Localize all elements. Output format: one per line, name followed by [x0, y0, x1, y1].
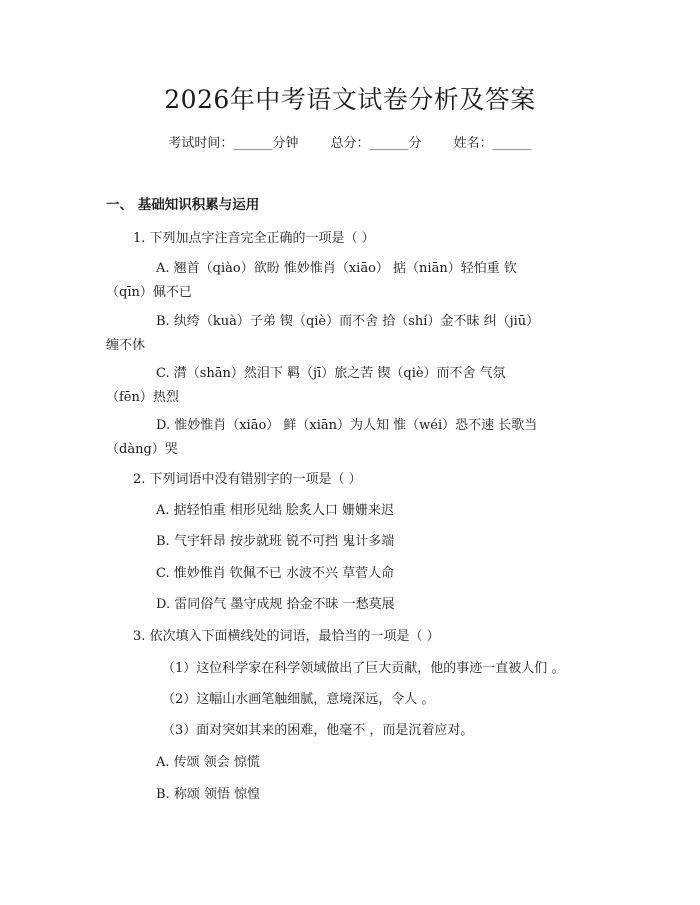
question-3-stem: 3. 依次填入下面横线处的词语，最恰当的一项是（ ）: [133, 629, 440, 644]
question-1-stem: 1. 下列加点字注音完全正确的一项是（ ）: [133, 231, 375, 246]
q1-option-c: C. 潸（shān）然泪下 羁（jī）旅之苦 锲（qiè）而不舍 气氛: [156, 366, 506, 381]
q2-option-b: B. 气宇轩昂 按步就班 锐不可挡 鬼计多端: [156, 534, 395, 549]
exam-time-field: 考试时间：______分钟: [168, 136, 299, 151]
q1-option-b-wrap: 缠不休: [106, 338, 146, 353]
q3-sentence-2: （2）这幅山水画笔触细腻，意境深远，令人 。: [162, 692, 435, 707]
q1-option-b: B. 纨绔（kuà）子弟 锲（qiè）而不舍 拾（shí）金不昧 纠（jiū）: [156, 314, 540, 329]
q1-option-d: D. 惟妙惟肖（xiāo） 鲜（xiān）为人知 惟（wéi）恐不速 长歌当: [156, 418, 538, 433]
q3-option-a: A. 传颂 领会 惊慌: [156, 755, 260, 770]
q1-option-d-wrap: （dàng）哭: [106, 442, 178, 457]
exam-info-line: [0, 132, 700, 151]
q3-option-b: B. 称颂 领悟 惊惶: [156, 787, 261, 802]
q2-option-c: C. 惟妙惟肖 钦佩不已 水波不兴 草菅人命: [156, 566, 395, 581]
q1-option-a-wrap: （qīn）佩不已: [106, 285, 192, 300]
total-score-field: 总分：______分: [330, 136, 422, 151]
exam-title: 2026年中考语文试卷分析及答案: [164, 85, 536, 114]
question-2-stem: 2. 下列词语中没有错别字的一项是（ ）: [133, 472, 362, 487]
q2-option-d: D. 雷同俗气 墨守成规 拾金不昧 一愁莫展: [156, 597, 395, 612]
student-name-field: 姓名：______: [453, 136, 532, 151]
q3-sentence-3: （3）面对突如其来的困难，他毫不 ，而是沉着应对。: [162, 723, 474, 738]
q1-option-c-wrap: （fēn）热烈: [106, 390, 179, 405]
q2-option-a: A. 掂轻怕重 相形见绌 脍炙人口 姗姗来迟: [156, 503, 395, 518]
section-heading: 一、 基础知识积累与运用: [106, 197, 260, 213]
q3-sentence-1: （1）这位科学家在科学领域做出了巨大贡献，他的事迹一直被人们 。: [162, 661, 565, 676]
q1-option-a: A. 翘首（qiào）欲盼 惟妙惟肖（xiāo） 掂（niān）轻怕重 钦: [156, 261, 517, 276]
